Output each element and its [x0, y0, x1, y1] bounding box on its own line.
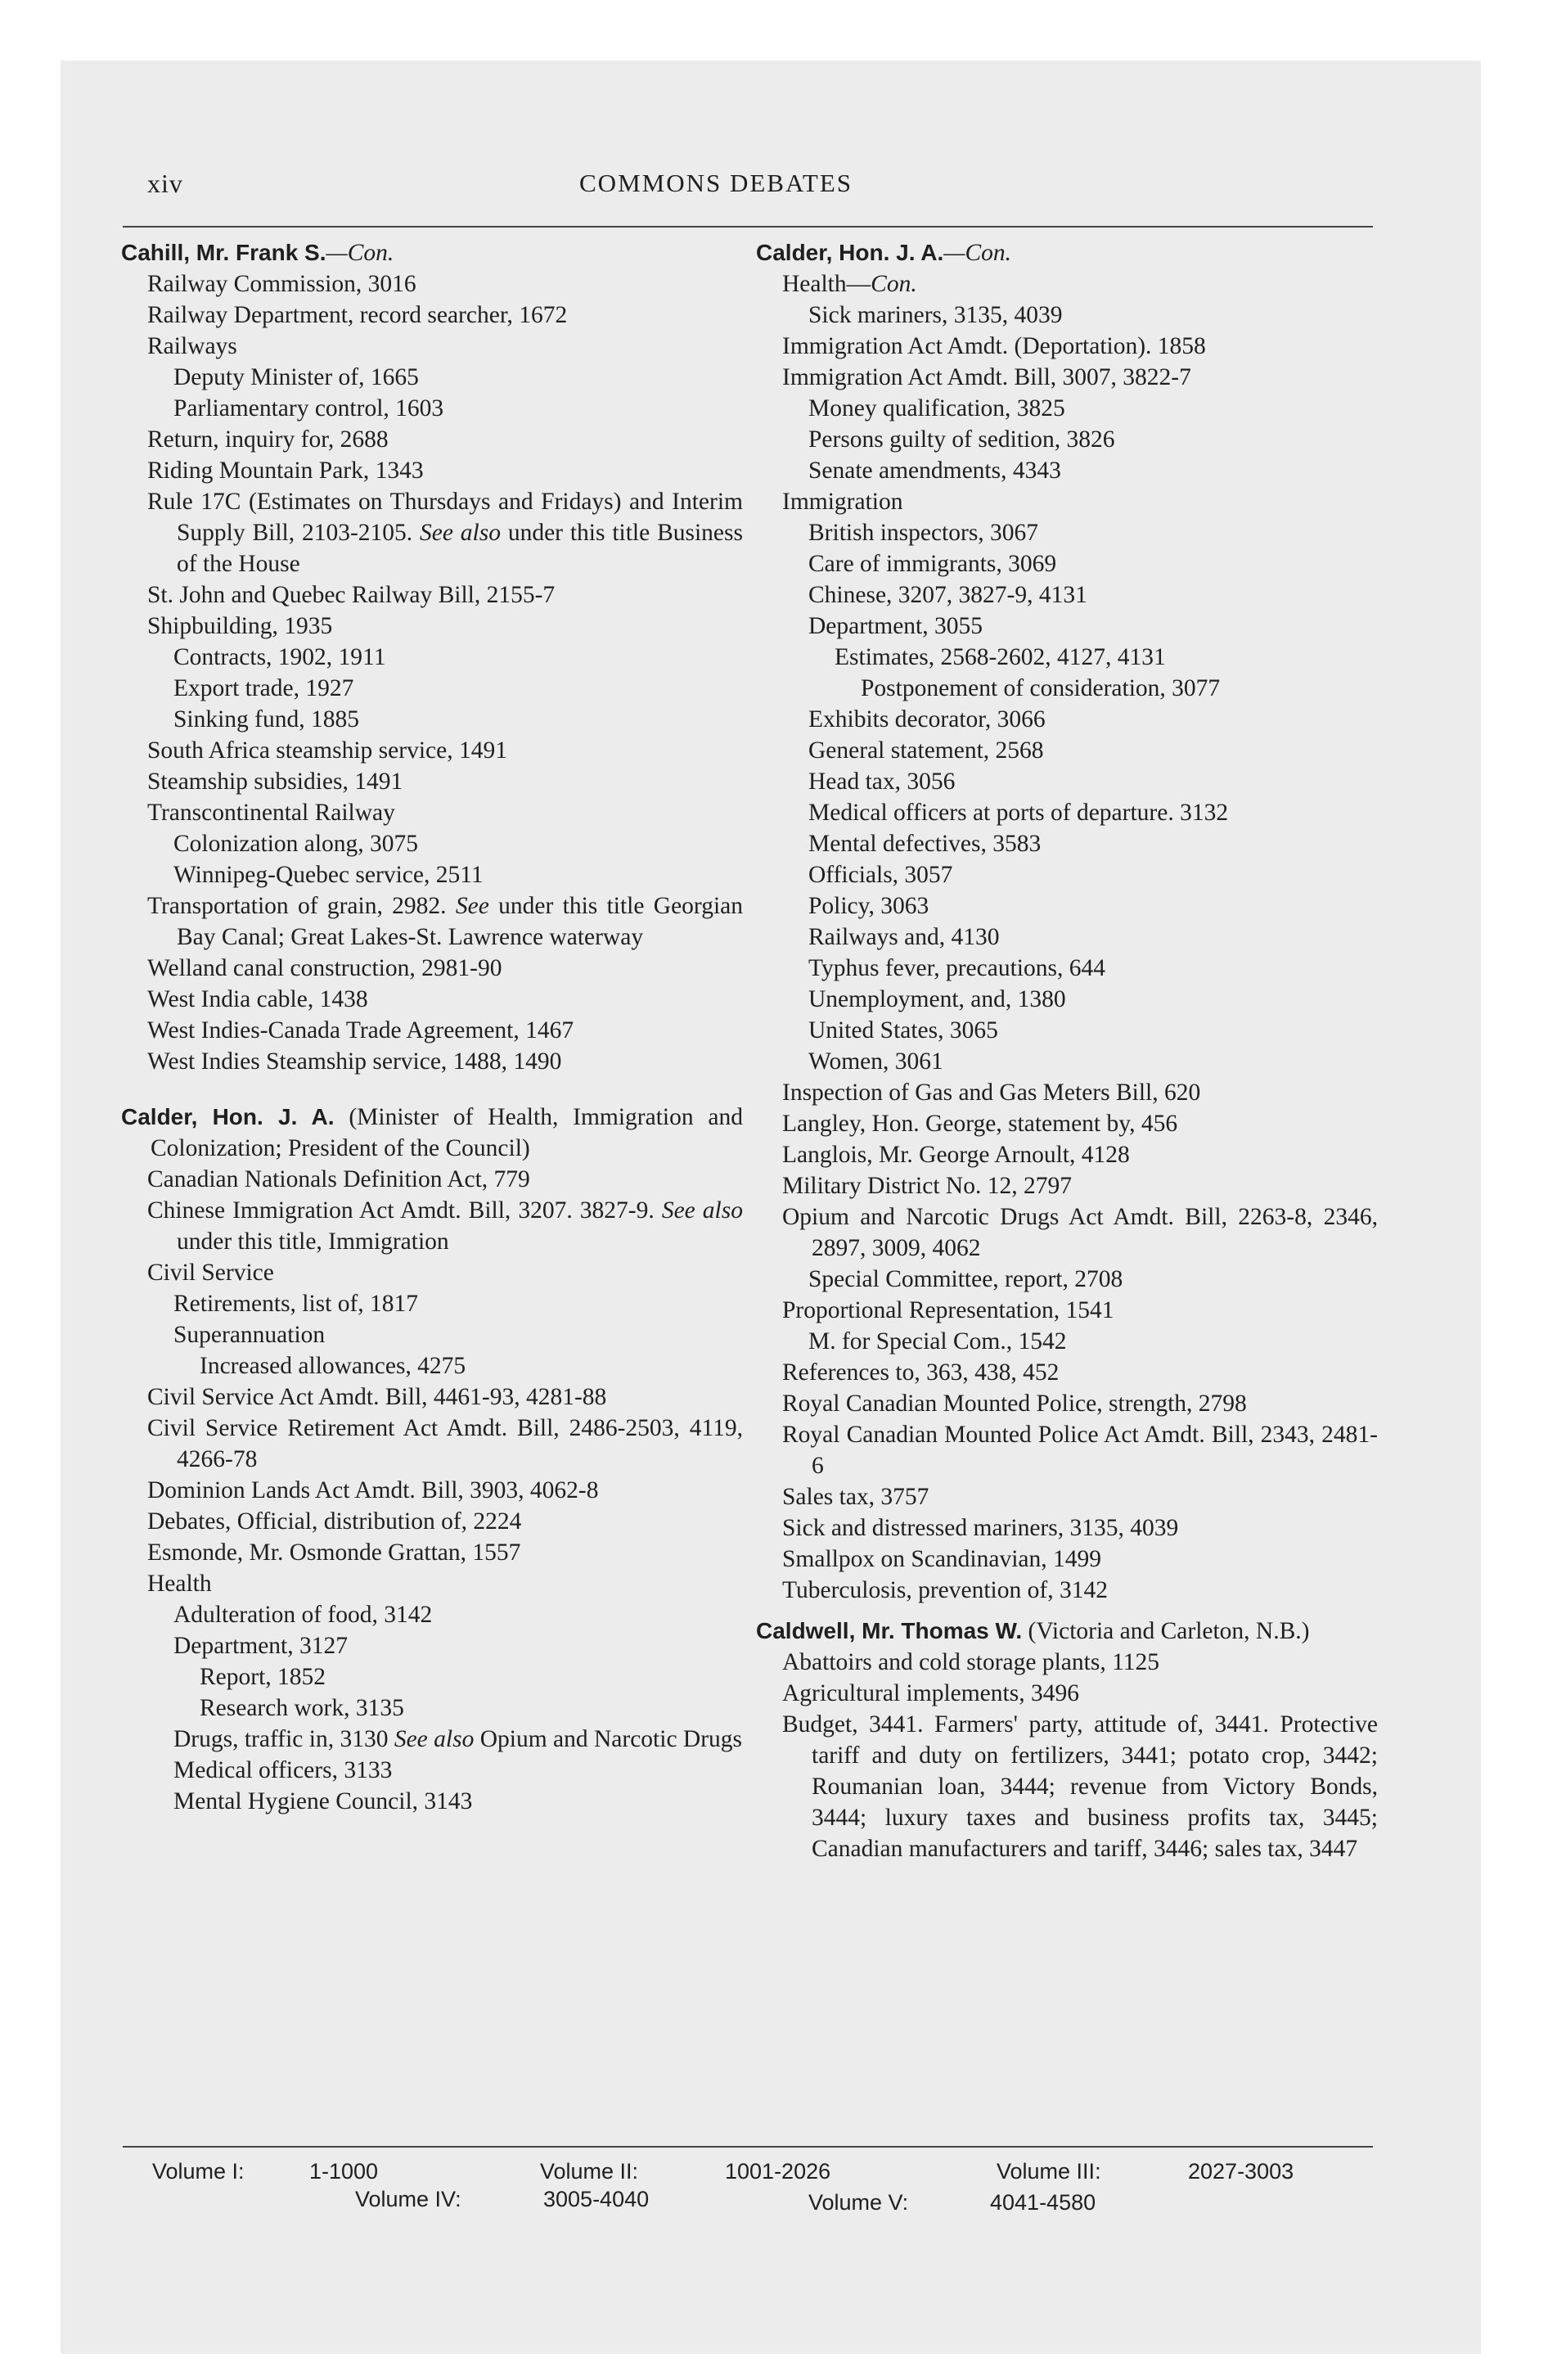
index-entry: [756, 1264, 1378, 1295]
index-entry: [756, 548, 1378, 579]
index-entry: [756, 331, 1378, 362]
entry-text-continued: Opium and Narcotic Drugs: [474, 1726, 743, 1752]
index-entry: [121, 1475, 743, 1506]
volume-3-label: Volume III:: [997, 2159, 1101, 2184]
index-entry: [121, 642, 743, 673]
entry-text: Sales tax, 3757: [782, 1484, 929, 1510]
entry-text: Langley, Hon. George, statement by, 456: [782, 1111, 1178, 1137]
entry-text: Head tax, 3056: [808, 769, 956, 795]
index-entry: [756, 424, 1378, 455]
index-entry: [121, 1599, 743, 1630]
footer-volume-2: [540, 2159, 830, 2184]
volume-5-label: Volume V:: [808, 2190, 909, 2215]
continued-mark: —Con.: [943, 240, 1012, 266]
volume-4-range: 3005-4040: [543, 2187, 650, 2211]
volume-4-label: Volume IV:: [355, 2187, 461, 2211]
entry-text: Dominion Lands Act Amdt. Bill, 3903, 4062-8: [147, 1477, 599, 1503]
entry-text: Health—: [782, 271, 871, 297]
index-entry: [756, 1575, 1378, 1606]
entry-text: Immigration: [782, 489, 903, 515]
index-entry: [121, 611, 743, 642]
index-entry: [121, 300, 743, 331]
index-entry: [756, 922, 1378, 953]
entry-text: Chinese, 3207, 3827-9, 4131: [808, 582, 1087, 608]
entry-text: References to, 363, 438, 452: [782, 1359, 1060, 1386]
entry-text: Officials, 3057: [808, 862, 953, 888]
volume-2-label: Volume II:: [540, 2159, 639, 2184]
heading-name: Calder, Hon. J. A.: [756, 240, 944, 265]
entry-text: Agricultural implements, 3496: [782, 1680, 1079, 1706]
index-entry: [121, 1350, 743, 1382]
index-entry: [756, 1512, 1378, 1544]
entry-text: Shipbuilding, 1935: [147, 613, 333, 639]
entry-text: Debates, Official, distribution of, 2224: [147, 1508, 522, 1535]
entry-text: Senate amendments, 4343: [808, 458, 1061, 484]
page-title: COMMONS DEBATES: [579, 169, 853, 197]
footer-volume-5: [808, 2190, 1096, 2215]
heading-name: Cahill, Mr. Frank S.: [121, 240, 326, 265]
index-entry: [121, 890, 743, 953]
entry-text: Adulteration of food, 3142: [173, 1602, 433, 1628]
index-entry: [121, 953, 743, 984]
index-entry: [756, 1015, 1378, 1046]
entry-text: Superannuation: [173, 1322, 326, 1348]
page-number: xiv: [147, 169, 183, 198]
entry-text-continued: under this title, Immigration: [177, 1228, 449, 1255]
entry-text: Chinese Immigration Act Amdt. Bill, 3207. 3827-9.: [147, 1197, 662, 1224]
index-entry: [121, 393, 743, 424]
entry-text: Esmonde, Mr. Osmonde Grattan, 1557: [147, 1539, 521, 1566]
index-entry: [756, 1481, 1378, 1512]
volume-2-range: 1001-2026: [725, 2159, 831, 2184]
entry-text: Royal Canadian Mounted Police Act Amdt. Bill, 2343, 2481-6: [782, 1422, 1378, 1479]
entry-text: Transportation of grain, 2982.: [147, 893, 456, 919]
footer-volume-1: [152, 2159, 378, 2184]
entry-text: Proportional Representation, 1541: [782, 1297, 1114, 1323]
entry-text: St. John and Quebec Railway Bill, 2155-7: [147, 582, 556, 608]
index-entry: [756, 735, 1378, 766]
index-heading: [756, 1616, 1378, 1647]
index-entry: [756, 704, 1378, 735]
index-entry: [121, 1195, 743, 1257]
index-entry: [121, 1661, 743, 1693]
index-entry: [121, 1382, 743, 1413]
index-entry: [121, 1015, 743, 1046]
index-entry: [756, 1678, 1378, 1709]
index-entry: [756, 611, 1378, 642]
index-entry: [121, 362, 743, 393]
index-entry: [756, 1139, 1378, 1170]
entry-text: Railways and, 4130: [808, 924, 1000, 950]
entry-text: United States, 3065: [808, 1017, 998, 1044]
index-entry: [121, 579, 743, 611]
index-entry: [756, 984, 1378, 1015]
entry-text: Welland canal construction, 2981-90: [147, 955, 502, 981]
entry-text: Export trade, 1927: [173, 675, 354, 701]
index-heading: [121, 237, 743, 268]
entry-text: Estimates, 2568-2602, 4127, 4131: [835, 644, 1166, 670]
index-entry: [121, 1288, 743, 1319]
entry-text: Postponement of consideration, 3077: [861, 675, 1221, 701]
entry-text: Military District No. 12, 2797: [782, 1173, 1072, 1199]
index-entry: [121, 859, 743, 890]
index-entry: [756, 1170, 1378, 1201]
index-entry: [756, 1108, 1378, 1139]
index-entry: [121, 797, 743, 828]
index-entry: [121, 1630, 743, 1661]
index-entry: [756, 890, 1378, 922]
index-entry: [756, 797, 1378, 828]
entry-text-continued: under this title Georgian Bay Canal; Great Lakes-St. Lawrence waterway: [177, 893, 743, 950]
entry-text: Railways: [147, 333, 237, 359]
entry-text: Exhibits decorator, 3066: [808, 706, 1046, 732]
entry-text: West Indies Steamship service, 1488, 1490: [147, 1048, 562, 1075]
entry-text: Immigration Act Amdt. (Deportation). 1858: [782, 333, 1206, 359]
entry-text: Parliamentary control, 1603: [173, 395, 444, 421]
index-entry: [756, 268, 1378, 300]
index-entry: [121, 1506, 743, 1537]
footer-rule: [123, 2146, 1373, 2148]
volume-3-range: 2027-3003: [1188, 2159, 1294, 2184]
volume-1-label: Volume I:: [152, 2159, 245, 2184]
entry-text: Special Committee, report, 2708: [808, 1266, 1123, 1292]
index-entry: [756, 859, 1378, 890]
entry-text: Sick and distressed mariners, 3135, 4039: [782, 1515, 1179, 1541]
index-entry: [121, 1164, 743, 1195]
entry-text: West India cable, 1438: [147, 986, 368, 1012]
entry-text: Retirements, list of, 1817: [173, 1291, 419, 1317]
index-entry: [756, 1419, 1378, 1481]
entry-text: Canadian Nationals Definition Act, 779: [147, 1166, 530, 1192]
entry-text-continued: under this title Business of the House: [177, 520, 743, 577]
index-entry: [756, 579, 1378, 611]
index-entry: [121, 1693, 743, 1724]
index-entry: [756, 517, 1378, 548]
entry-text: Railway Department, record searcher, 1672: [147, 302, 568, 328]
index-entry: [756, 1046, 1378, 1077]
volume-1-range: 1-1000: [309, 2159, 379, 2184]
index-entry: [756, 1388, 1378, 1419]
index-entry: [121, 704, 743, 735]
heading-description: (Victoria and Carleton, N.B.): [1022, 1618, 1310, 1644]
entry-text: Winnipeg-Quebec service, 2511: [173, 862, 484, 888]
index-entry: [756, 393, 1378, 424]
index-entry: [121, 1537, 743, 1568]
index-entry: [121, 268, 743, 300]
entry-text: Women, 3061: [808, 1048, 943, 1075]
index-entry: [121, 735, 743, 766]
index-entry: [756, 300, 1378, 331]
entry-text: Care of immigrants, 3069: [808, 551, 1057, 577]
index-entry: [121, 828, 743, 859]
footer-volume-3: [997, 2159, 1294, 2184]
entry-text: Medical officers at ports of departure. 3132: [808, 800, 1229, 826]
index-entry: [121, 1046, 743, 1077]
entry-text: Abattoirs and cold storage plants, 1125: [782, 1649, 1159, 1675]
index-entry: [756, 828, 1378, 859]
index-entry: [756, 1326, 1378, 1357]
entry-text: Report, 1852: [200, 1664, 326, 1690]
index-entry: [121, 486, 743, 579]
entry-text: Sinking fund, 1885: [173, 706, 359, 732]
heading-name: Caldwell, Mr. Thomas W.: [756, 1618, 1023, 1643]
entry-text: Civil Service Act Amdt. Bill, 4461-93, 4281-88: [147, 1384, 607, 1410]
cross-reference: Con.: [871, 271, 917, 297]
cross-reference: See: [455, 893, 489, 919]
continued-mark: —Con.: [326, 240, 394, 266]
index-entry: [756, 953, 1378, 984]
entry-text: Persons guilty of sedition, 3826: [808, 426, 1115, 453]
index-entry: [121, 331, 743, 362]
entry-text: Department, 3127: [173, 1633, 348, 1659]
index-entry: [756, 1647, 1378, 1678]
index-entry: [756, 1295, 1378, 1326]
entry-text: Research work, 3135: [200, 1695, 404, 1721]
cross-reference: See also: [661, 1197, 743, 1224]
index-entry: [756, 673, 1378, 704]
index-entry: [121, 1724, 743, 1755]
left-index-column: [121, 237, 743, 1817]
entry-text: Sick mariners, 3135, 4039: [808, 302, 1063, 328]
index-entry: [756, 1357, 1378, 1388]
volume-5-range: 4041-4580: [990, 2190, 1096, 2215]
entry-text: General statement, 2568: [808, 737, 1044, 764]
index-entry: [121, 984, 743, 1015]
index-entry: [121, 455, 743, 486]
entry-text: Opium and Narcotic Drugs Act Amdt. Bill, 2263-8, 2346, 2897, 3009, 4062: [782, 1204, 1378, 1261]
entry-text: Railway Commission, 3016: [147, 271, 416, 297]
entry-text: Immigration Act Amdt. Bill, 3007, 3822-7: [782, 364, 1191, 390]
entry-text: Budget, 3441. Farmers' party, attitude of, 3441. Protective tariff and duty on fertilizers, 3441; potato crop, 3442; Roumanian loan, 3444; revenue from Victory Bonds, 3444; luxury taxes and business profits tax, 3445; Canadian manufacturers and tariff, 3446; sales tax, 3447: [782, 1711, 1378, 1862]
entry-text: Royal Canadian Mounted Police, strength, 2798: [782, 1391, 1247, 1417]
heading-name: Calder, Hon. J. A.: [121, 1104, 335, 1129]
index-entry: [756, 1709, 1378, 1864]
entry-text: Smallpox on Scandinavian, 1499: [782, 1546, 1102, 1572]
cross-reference: See also: [394, 1726, 475, 1752]
entry-text: West Indies-Canada Trade Agreement, 1467: [147, 1017, 574, 1044]
entry-text: Deputy Minister of, 1665: [173, 364, 419, 390]
index-entry: [756, 455, 1378, 486]
index-entry: [756, 1077, 1378, 1108]
index-entry: [121, 1257, 743, 1288]
index-entry: [121, 1319, 743, 1350]
entry-text: Tuberculosis, prevention of, 3142: [782, 1577, 1108, 1603]
entry-text: Typhus fever, precautions, 644: [808, 955, 1105, 981]
entry-text: Mental defectives, 3583: [808, 831, 1042, 857]
index-entry: [756, 362, 1378, 393]
index-entry: [121, 1413, 743, 1475]
entry-text: Contracts, 1902, 1911: [173, 644, 386, 670]
entry-text: Mental Hygiene Council, 3143: [173, 1788, 473, 1814]
entry-text: Inspection of Gas and Gas Meters Bill, 620: [782, 1080, 1201, 1106]
index-entry: [756, 1201, 1378, 1264]
entry-text: Health: [147, 1571, 212, 1597]
index-entry: [756, 1544, 1378, 1575]
heading-description: (Minister of Health, Immigration and Colonization; President of the Council): [151, 1104, 743, 1161]
entry-text: Riding Mountain Park, 1343: [147, 458, 424, 484]
entry-text: British inspectors, 3067: [808, 520, 1039, 546]
entry-text: Langlois, Mr. George Arnoult, 4128: [782, 1142, 1130, 1168]
header-rule: [123, 226, 1373, 228]
cross-reference: See also: [420, 520, 501, 546]
entry-text: Increased allowances, 4275: [200, 1353, 466, 1379]
index-entry: [121, 1755, 743, 1786]
entry-text: Civil Service: [147, 1260, 274, 1286]
entry-text: Unemployment, and, 1380: [808, 986, 1066, 1012]
entry-text: South Africa steamship service, 1491: [147, 737, 507, 764]
index-entry: [121, 424, 743, 455]
entry-text: Money qualification, 3825: [808, 395, 1065, 421]
index-entry: [121, 1786, 743, 1817]
entry-text: Rule 17C (Estimates on Thursdays and Fridays) and Interim Supply Bill, 2103-2105.: [147, 489, 743, 546]
entry-text: M. for Special Com., 1542: [808, 1328, 1067, 1355]
footer-volume-4: [355, 2187, 649, 2212]
entry-text: Civil Service Retirement Act Amdt. Bill, 2486-2503, 4119, 4266-78: [147, 1415, 743, 1472]
index-heading: [756, 237, 1378, 268]
right-index-column: [756, 237, 1378, 1864]
index-heading: [121, 1102, 743, 1164]
index-entry: [756, 766, 1378, 797]
entry-text: Medical officers, 3133: [173, 1757, 393, 1783]
entry-text: Drugs, traffic in, 3130: [173, 1726, 394, 1752]
entry-text: Return, inquiry for, 2688: [147, 426, 389, 453]
index-entry: [756, 642, 1378, 673]
entry-text: Steamship subsidies, 1491: [147, 769, 403, 795]
index-entry: [121, 766, 743, 797]
entry-text: Transcontinental Railway: [147, 800, 395, 826]
index-entry: [756, 486, 1378, 517]
entry-text: Policy, 3063: [808, 893, 929, 919]
index-entry: [121, 1568, 743, 1599]
entry-text: Colonization along, 3075: [173, 831, 419, 857]
entry-text: Department, 3055: [808, 613, 983, 639]
index-entry: [121, 673, 743, 704]
